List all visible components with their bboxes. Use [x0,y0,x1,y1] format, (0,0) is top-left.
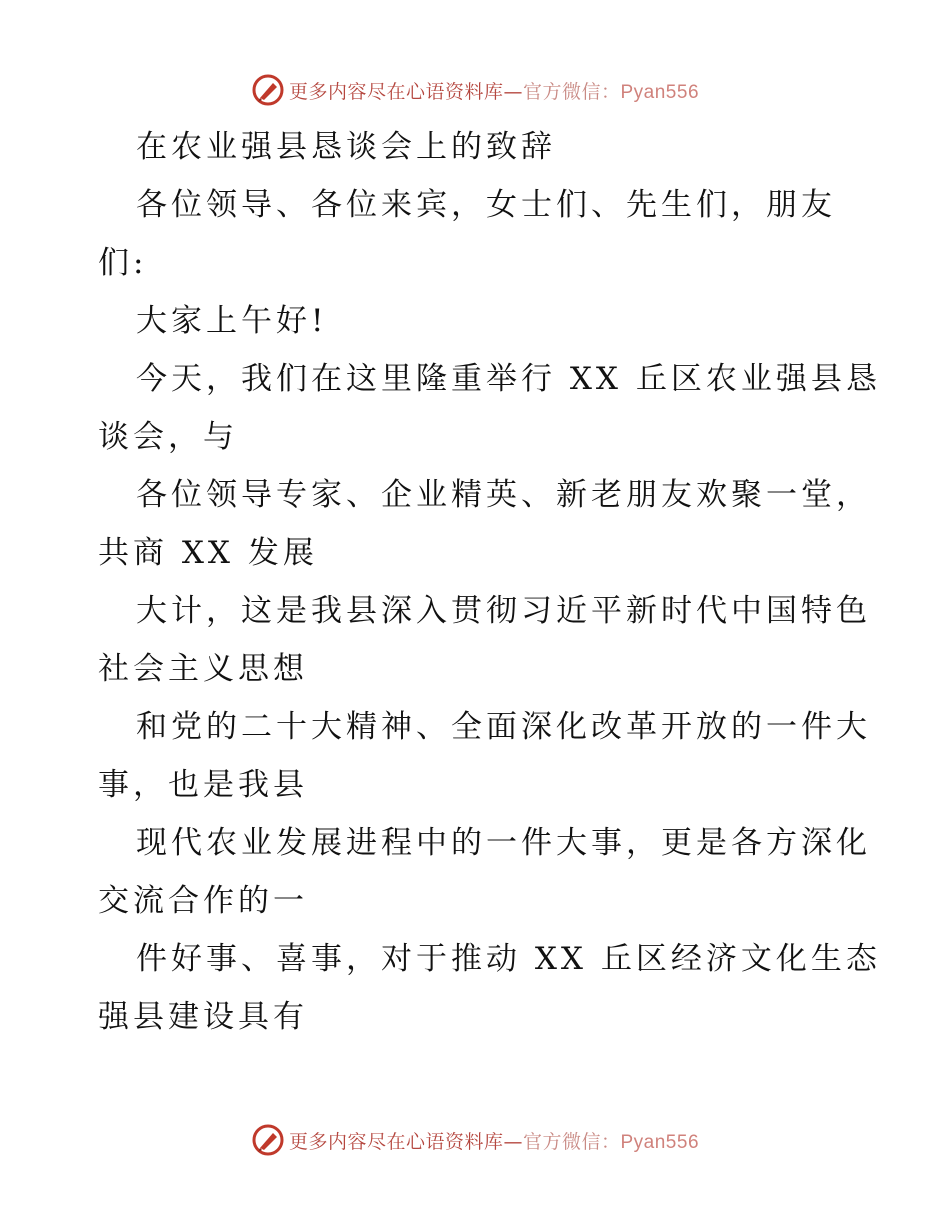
banner-wechat-label: 官方微信： [522,80,621,103]
text-line: 现代农业发展进程中的一件大事，更是各方深化 [136,825,871,861]
banner-site-text: 更多内容尽在心语资料库 [288,80,504,103]
banner-wechat-id: Pyan556 [620,81,700,103]
header-banner [0,70,950,110]
banner-site-text: 更多内容尽在心语资料库 [288,1130,504,1153]
document-title: 在农业强县恳谈会上的致辞 [136,129,556,165]
text-line: 各位领导专家、企业精英、新老朋友欢聚一堂， [136,477,871,513]
banner-dash: — [503,80,523,103]
pen-logo-icon [251,1123,285,1157]
banner-wechat-label: 官方微信： [522,1130,621,1153]
text-line: 社会主义思想 [98,651,308,687]
banner-wechat-id: Pyan556 [620,1131,700,1153]
text-line: 今天，我们在这里隆重举行 XX 丘区农业强县恳 [136,361,881,397]
text-line: 强县建设具有 [98,999,308,1035]
text-line: 各位领导、各位来宾，女士们、先生们，朋友 [136,187,836,223]
pen-logo-icon [251,73,285,107]
text-line: 交流合作的一 [98,883,308,919]
banner-text [289,1127,699,1154]
text-line: 事，也是我县 [98,767,308,803]
text-line: 和党的二十大精神、全面深化改革开放的一件大 [136,709,871,745]
text-line: 件好事、喜事，对于推动 XX 丘区经济文化生态 [136,941,881,977]
banner-dash: — [503,1130,523,1153]
text-line: 谈会，与 [98,419,238,455]
text-line: 共商 XX 发展 [98,535,318,571]
text-line: 们: [98,245,148,281]
text-line: 大家上午好! [136,303,328,339]
footer-banner [0,1120,950,1160]
document-body [98,118,881,1046]
banner-text [289,77,699,104]
text-line: 大计，这是我县深入贯彻习近平新时代中国特色 [136,593,871,629]
